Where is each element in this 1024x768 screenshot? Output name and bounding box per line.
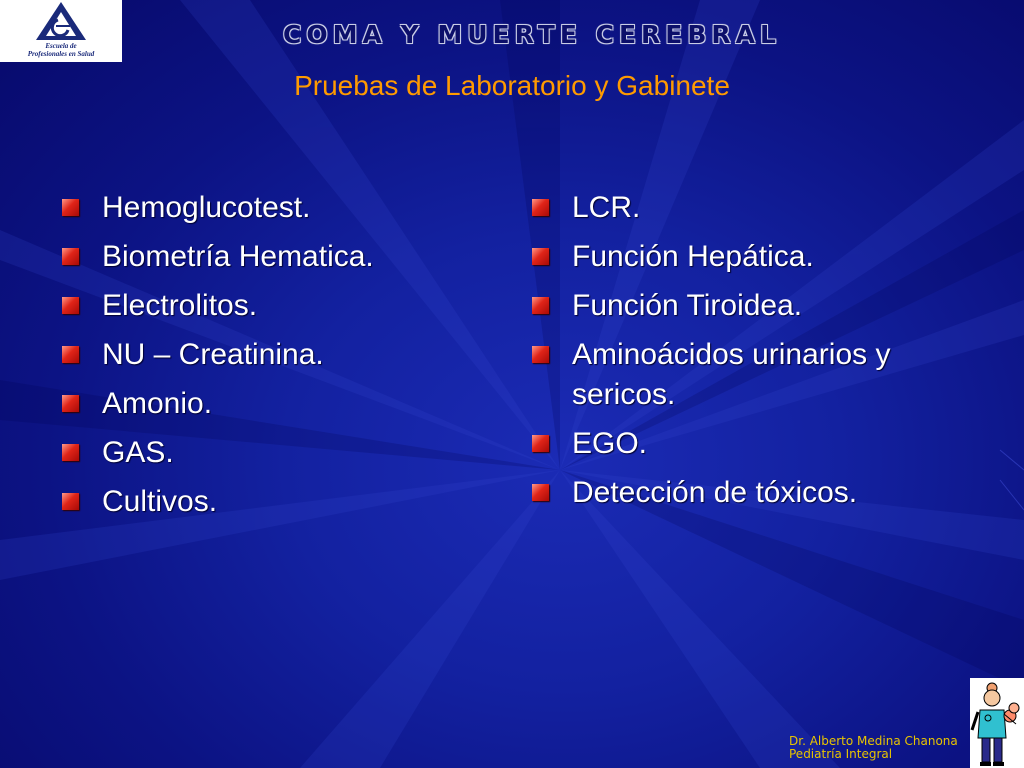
square-bullet-icon (532, 435, 549, 452)
author-credit (789, 735, 958, 761)
square-bullet-icon (532, 297, 549, 314)
list-item (62, 286, 482, 326)
square-bullet-icon (62, 346, 79, 363)
list-item-text: Función Tiroidea. (572, 289, 803, 322)
list-item (532, 237, 972, 277)
square-bullet-icon (532, 346, 549, 363)
list-item (532, 188, 972, 228)
list-item (62, 237, 482, 277)
left-bullet-list (62, 188, 482, 531)
list-item-text: Detección de tóxicos. (572, 476, 858, 509)
list-item-text: EGO. (572, 427, 648, 460)
square-bullet-icon (62, 395, 79, 412)
doctor-clipart (970, 678, 1024, 768)
list-item (62, 335, 482, 375)
square-bullet-icon (532, 248, 549, 265)
list-item-text: Función Hepática. (572, 240, 814, 273)
square-bullet-icon (62, 248, 79, 265)
list-item (532, 473, 972, 513)
logo-text-line2: Profesionales en Salud (27, 50, 95, 58)
list-item-text: Biometría Hematica. (102, 240, 374, 273)
logo-text-line1: Escuela de (45, 42, 77, 50)
list-item-text: Amonio. (102, 387, 213, 420)
slide-title: COMA Y MUERTE CEREBRAL (283, 20, 781, 49)
list-item (62, 384, 482, 424)
square-bullet-icon (62, 297, 79, 314)
square-bullet-icon (62, 444, 79, 461)
list-item (532, 335, 972, 415)
list-item-text: LCR. (572, 191, 641, 224)
list-item-text: Aminoácidos urinarios y sericos. (572, 338, 891, 411)
list-item-text: Electrolitos. (102, 289, 258, 322)
list-item-text: Hemoglucotest. (102, 191, 311, 224)
list-item (62, 433, 482, 473)
square-bullet-icon (532, 484, 549, 501)
slide-subtitle: Pruebas de Laboratorio y Gabinete (294, 70, 730, 101)
doctor-with-baby-icon (970, 678, 1024, 768)
list-item (62, 482, 482, 522)
square-bullet-icon (62, 199, 79, 216)
list-item (532, 286, 972, 326)
square-bullet-icon (532, 199, 549, 216)
list-item (532, 424, 972, 464)
list-item (62, 188, 482, 228)
right-bullet-list (532, 188, 972, 522)
square-bullet-icon (62, 493, 79, 510)
list-item-text: NU – Creatinina. (102, 338, 324, 371)
author-name: Dr. Alberto Medina Chanona (789, 734, 958, 748)
list-item-text: GAS. (102, 436, 174, 469)
list-item-text: Cultivos. (102, 485, 218, 518)
author-specialty: Pediatría Integral (789, 747, 893, 761)
